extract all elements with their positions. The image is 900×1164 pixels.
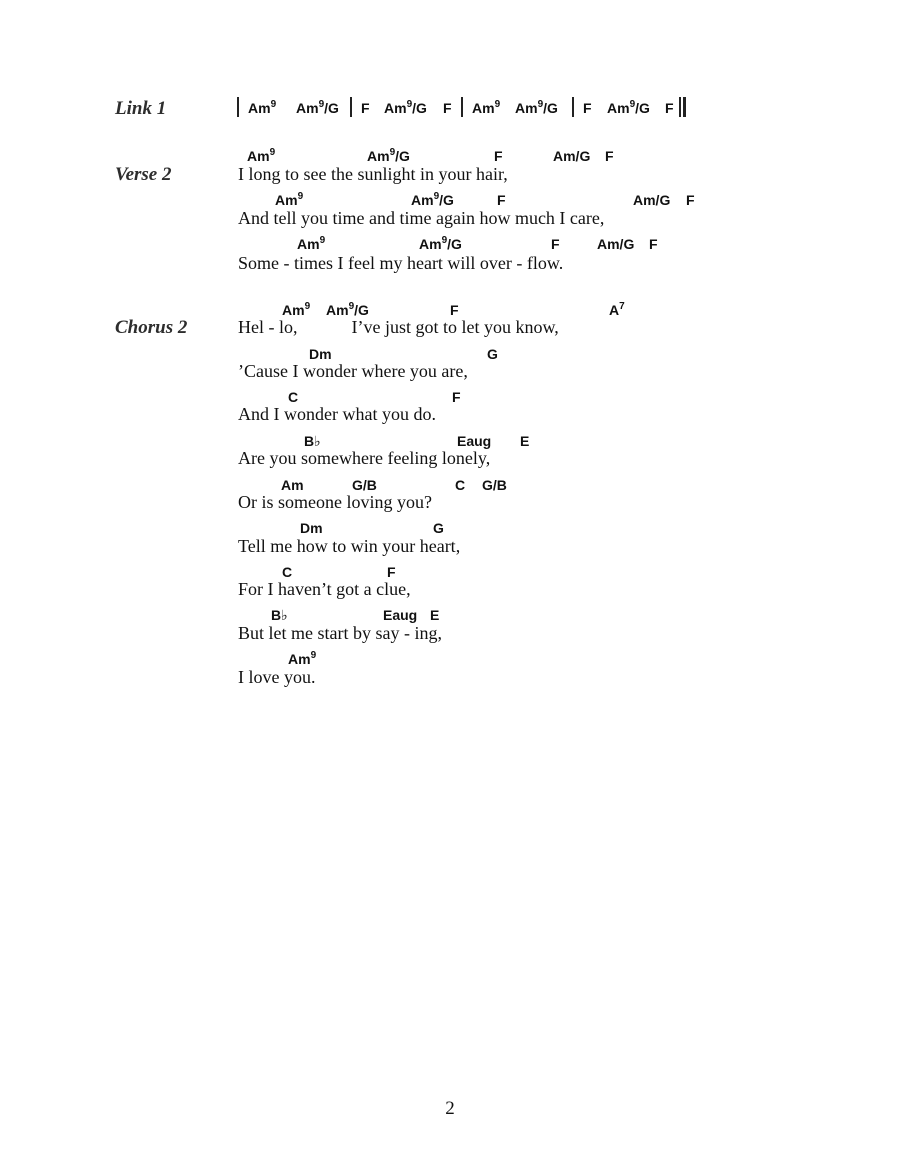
chord: E (430, 607, 440, 623)
chord: Dm (300, 520, 323, 536)
chord: F (551, 236, 560, 252)
chord: Am$^9$/G (515, 99, 558, 116)
chord: G (487, 346, 498, 362)
lyric-line: But let me start by say - ing, (238, 623, 442, 643)
chord: Dm (309, 346, 332, 362)
section-label-chorus-2: Chorus 2 (115, 317, 188, 338)
chord: Am$^9$ (288, 650, 317, 667)
chord: F (686, 192, 695, 208)
chord: Eaug (457, 433, 492, 449)
chord: Am$^9$/G (326, 301, 369, 318)
chord: G/B (482, 477, 507, 493)
chord: C (282, 564, 293, 580)
chord: F (497, 192, 506, 208)
chord: F (443, 100, 452, 116)
chord: F (649, 236, 658, 252)
chord: Am$^9$/G (296, 99, 339, 116)
lyric-line: I love you. (238, 667, 316, 687)
chord: F (665, 100, 674, 116)
chord: Am$^9$ (275, 191, 304, 208)
section-label-verse-2: Verse 2 (115, 164, 172, 185)
chord: Am$^9$ (282, 301, 311, 318)
chord: Am/G (633, 192, 671, 208)
chord: B♭ (304, 433, 321, 449)
lyric-line: I long to see the sunlight in your hair, (238, 164, 508, 184)
chord: Am$^9$/G (419, 235, 462, 252)
chord: Am$^9$ (297, 235, 326, 252)
chord: F (450, 302, 459, 318)
chord: Am$^9$/G (367, 147, 410, 164)
barline (572, 97, 574, 117)
chord: E (520, 433, 530, 449)
chord: C (455, 477, 466, 493)
lyric-line: Tell me how to win your heart, (238, 536, 461, 556)
chord: F (452, 389, 461, 405)
lyric-line: And I wonder what you do. (238, 404, 436, 424)
lyric-line: And tell you time and time again how much I care, (238, 208, 605, 228)
final-barline-thin (679, 97, 681, 117)
page-number: 2 (445, 1098, 455, 1119)
chord: Am/G (597, 236, 635, 252)
chord: Am$^9$/G (607, 99, 650, 116)
chord: $A^7$ (609, 301, 625, 318)
chord: Am$^9$ (247, 147, 276, 164)
lyric-line: For I haven’t got a clue, (238, 579, 411, 599)
lyric-line: Some - times I feel my heart will over - flow. (238, 253, 564, 273)
chord: Am$^9$ (472, 99, 501, 116)
barline (350, 97, 352, 117)
barline (461, 97, 463, 117)
chord: F (583, 100, 592, 116)
chord: F (387, 564, 396, 580)
chord: B♭ (271, 607, 288, 623)
chord: Am (281, 477, 304, 493)
chord: F (361, 100, 370, 116)
chord: F (605, 148, 614, 164)
chord: G (433, 520, 444, 536)
chord: Am$^9$/G (384, 99, 427, 116)
lyric-line: Or is someone loving you? (238, 492, 432, 512)
chord: C (288, 389, 299, 405)
barline (237, 97, 239, 117)
lyric-line: ’Cause I wonder where you are, (238, 361, 468, 381)
lyric-line: Hel - lo, I’ve just got to let you know, (238, 317, 559, 337)
lyric-line: Are you somewhere feeling lonely, (238, 448, 491, 468)
chord: Am$^9$/G (411, 191, 454, 208)
chord: Am/G (553, 148, 591, 164)
final-barline-thick (683, 97, 686, 117)
chord: Am$^9$ (248, 99, 277, 116)
section-label-link-1: Link 1 (115, 98, 167, 119)
chord: F (494, 148, 503, 164)
chord: G/B (352, 477, 377, 493)
chord: Eaug (383, 607, 418, 623)
